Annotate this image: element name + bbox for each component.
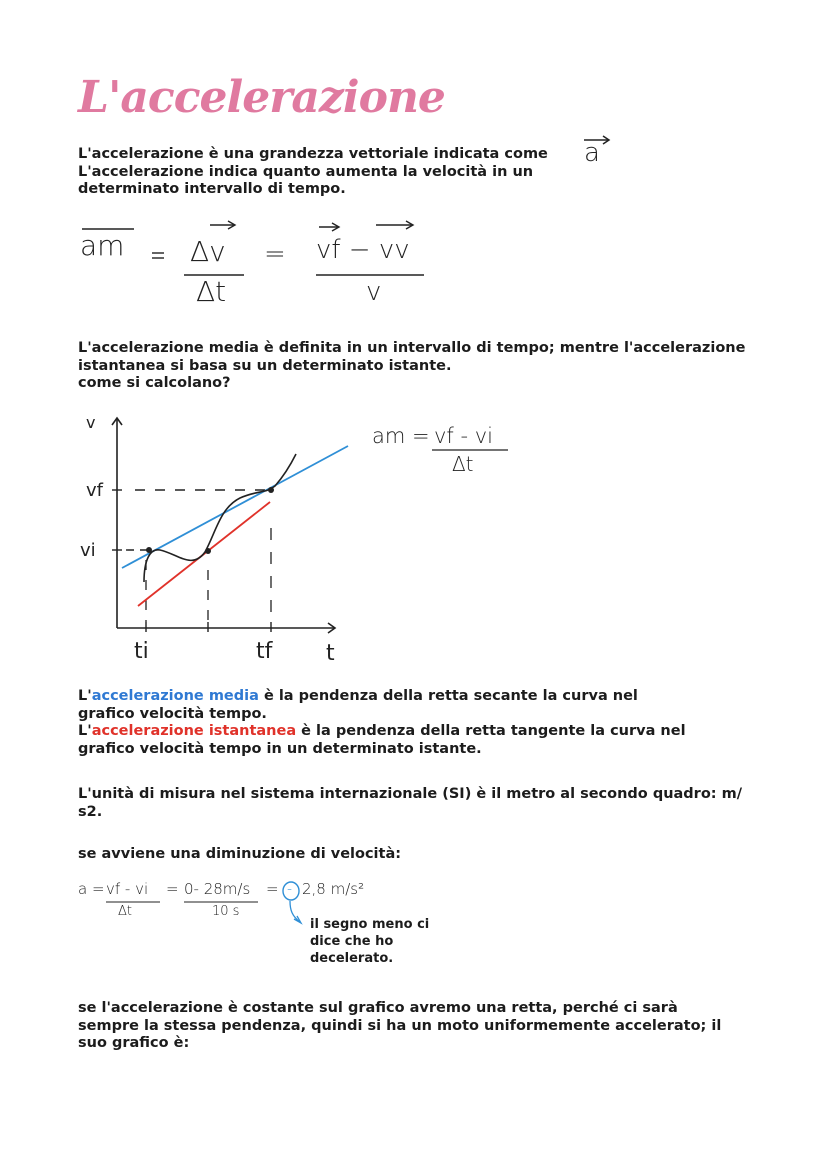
velocity-curve (144, 454, 296, 582)
constant-line-3: suo grafico è: (78, 1035, 190, 1051)
formula-1-eq: = (264, 239, 286, 269)
definitions-paragraph (78, 688, 758, 758)
point-mid (205, 548, 211, 554)
def-instant-prefix: L' (78, 723, 92, 739)
units-paragraph (78, 786, 768, 821)
media-instant-line-2: istantanea si basa su un determinato istante. (78, 357, 452, 374)
def-media-text: è la pendenza della retta secante la curva nel (258, 688, 638, 704)
decrease-a-eq: a = (78, 880, 105, 898)
intro-paragraph (78, 146, 598, 199)
constant-paragraph (78, 1000, 768, 1053)
formula-2-lhs: am = (372, 424, 430, 448)
velocity-time-graph (60, 410, 360, 670)
def-media-prefix: L' (78, 688, 92, 704)
decrease-note-line-1: il segno meno ci (310, 917, 430, 932)
decrease-result: 2,8 m/s² (302, 880, 365, 898)
def-media-line-1 (78, 688, 758, 706)
formula-1-num1: Δv (190, 235, 226, 268)
decrease-den1: Δt (118, 904, 132, 919)
constant-line-1: se l'accelerazione è costante sul grafico avremo una retta, perché ci sarà (78, 1000, 678, 1016)
units-line-1: L'unità di misura nel sistema internazionale (SI) è il metro al secondo quadro: m/ (78, 786, 743, 802)
decrease-formula (78, 880, 438, 980)
decrease-heading-block (78, 846, 578, 864)
ti-label: ti (134, 639, 149, 664)
formula-1-num2: vf − vv (316, 235, 410, 265)
decrease-eq1: = (166, 880, 179, 898)
decrease-minus: - (287, 881, 293, 897)
vi-label: vi (80, 540, 96, 561)
y-axis-label: v (86, 413, 96, 432)
def-media-line-2: grafico velocità tempo. (78, 705, 267, 722)
x-axis-label: t (326, 641, 335, 666)
decrease-eq2: = (266, 880, 279, 898)
decrease-num1: vf - vi (106, 880, 149, 898)
intro-line-1: L'accelerazione è una grandezza vettoriale indicata come (78, 146, 548, 162)
point-vi (146, 547, 152, 553)
media-instant-line-3: come si calcolano? (78, 375, 231, 391)
page-title: L'accelerazione (78, 72, 445, 123)
tf-label: tf (256, 639, 273, 664)
units-line-2: s2. (78, 803, 103, 820)
def-instant-line-2: grafico velocità tempo in un determinato istante. (78, 740, 482, 757)
intro-line-2: L'accelerazione indica quanto aumenta la velocità in un (78, 163, 534, 180)
intro-line-3: determinato intervallo di tempo. (78, 181, 346, 197)
media-instant-line-1: L'accelerazione media è definita in un intervallo di tempo; mentre l'accelerazione (78, 340, 746, 356)
point-vf (268, 487, 274, 493)
formula-1-den2: v (366, 277, 382, 307)
decrease-note-line-3: decelerato. (310, 951, 394, 966)
formula-2-num: vf - vi (434, 424, 494, 448)
highlight-accelerazione-istantanea: accelerazione istantanea (91, 723, 297, 739)
formula-average-acceleration (76, 215, 436, 310)
vf-label: vf (86, 480, 103, 501)
constant-line-2: sempre la stessa pendenza, quindi si ha un moto uniformemente accelerato; il (78, 1017, 722, 1034)
decrease-den2: 10 s (212, 904, 240, 919)
decrease-heading: se avviene una diminuzione di velocità: (78, 846, 402, 862)
highlight-accelerazione-media: accelerazione media (91, 688, 259, 704)
decrease-num2: 0- 28m/s (184, 880, 251, 898)
vector-a-symbol (578, 130, 618, 170)
decrease-note-line-2: dice che ho (310, 934, 394, 949)
media-instant-paragraph (78, 340, 768, 393)
decrease-note (310, 916, 460, 967)
vector-a-letter: a (584, 138, 600, 168)
def-instant-line-1 (78, 723, 758, 741)
formula-am (372, 420, 522, 480)
formula-2-den: Δt (452, 452, 474, 476)
formula-1-den1: Δt (196, 275, 227, 308)
def-instant-text: è la pendenza della retta tangente la curva nel (296, 723, 686, 739)
formula-1-lhs: am (80, 229, 125, 262)
